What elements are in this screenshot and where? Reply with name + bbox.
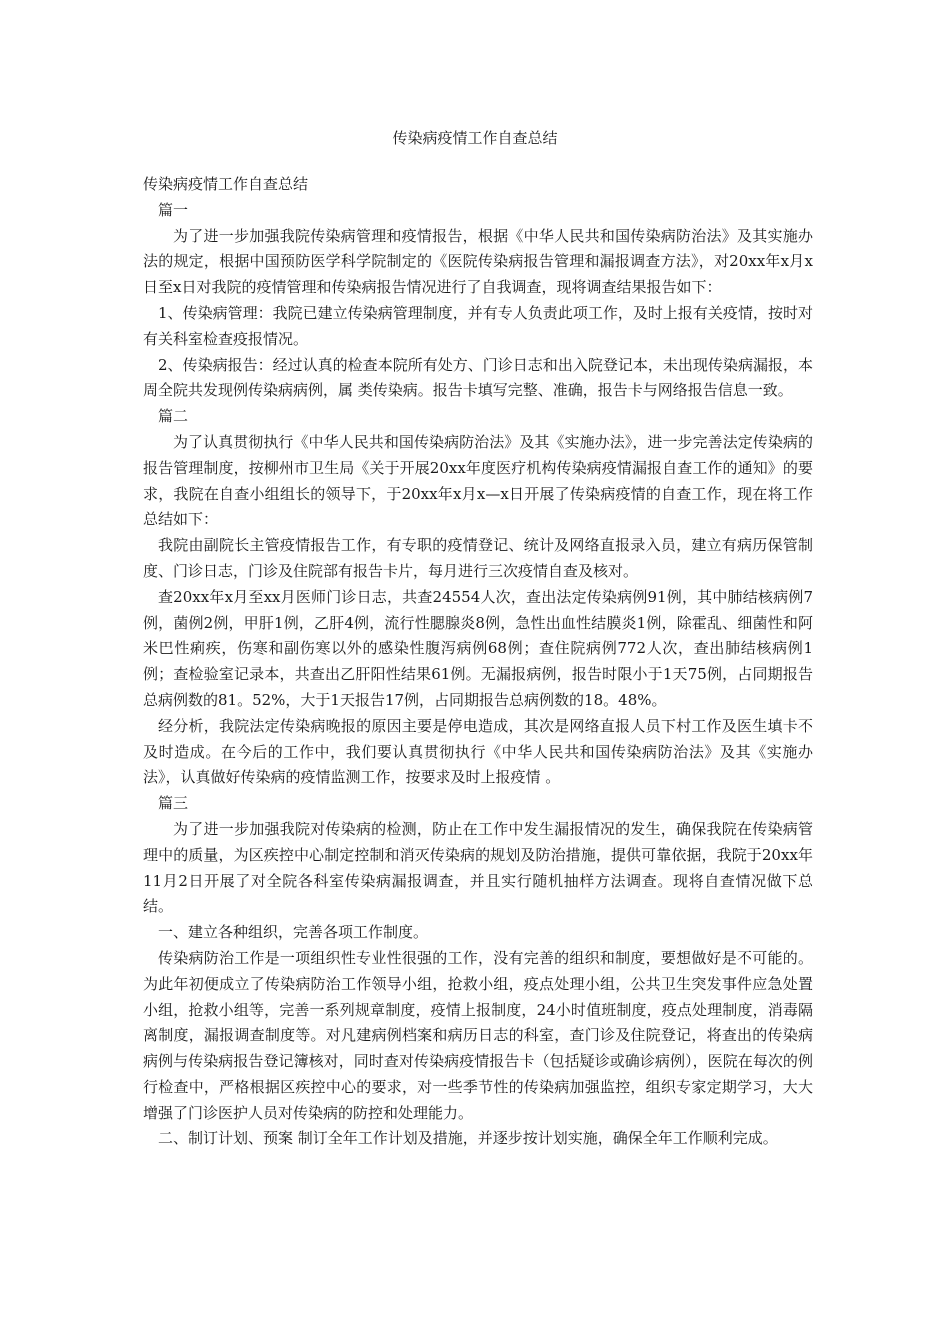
section-heading: 篇一: [158, 200, 189, 219]
paragraph: 经分析，我院法定传染病晚报的原因主要是停电造成，其次是网络直报人员下村工作及医生填卡不及时造成。在今后的工作中，我们要认真贯彻执行《中华人民共和国传染病防治法》及其《实施办法》，认真做好传染病的疫情监测工作，按要求及时上报疫情 。: [143, 716, 813, 787]
paragraph: 传染病防治工作是一项组织性专业性很强的工作，没有完善的组织和制度，要想做好是不可能的。为此年初便成立了传染病防治工作领导小组，抢救小组，疫点处理小组，公共卫生突发事件应急处置小组，抢救小组等，完善一系列规章制度，疫情上报制度，24小时值班制度，疫点处理制度，消毒隔离制度，漏报调查制度等。对凡建病例档案和病历日志的科室，查门诊及住院登记，将查出的传染病病例与传染病报告登记簿核对，同时查对传染病疫情报告卡（包括疑诊或确诊病例），医院在每次的例行检查中，严格根据区疾控中心的要求，对一些季节性的传染病加强监控，组织专家定期学习，大大增强了门诊医护人员对传染病的防控和处理能力。: [143, 948, 813, 1122]
paragraph: 为了进一步加强我院对传染病的检测，防止在工作中发生漏报情况的发生，确保我院在传染病管理中的质量，为区疾控中心制定控制和消灭传染病的规划及防治措施，提供可靠依据，我院于20xx年11月2日开展了对全院各科室传染病漏报调查，并且实行随机抽样方法调查。现将自查情况做下总结。: [143, 819, 813, 916]
paragraph: 查20xx年x月至xx月医师门诊日志，共查24554人次，查出法定传染病例91例，其中肺结核病例7例，菌例2例，甲肝1例，乙肝4例，流行性腮腺炎8例，急性出血性结膜炎1例，除霍乱、细菌性和阿米巴性痢疾，伤寒和副伤寒以外的感染性腹泻病例68例；查住院病例772人次，查出肺结核病例1例；查检验室记录本，共查出乙肝阳性结果61例。无漏报病例，报告时限小于1天75例，占同期报告总病例数的81。52%，大于1天报告17例，占同期报告总病例数的18。48%。: [143, 587, 813, 709]
paragraph: 为了认真贯彻执行《中华人民共和国传染病防治法》及其《实施办法》，进一步完善法定传染病的报告管理制度，按柳州市卫生局《关于开展20xx年度医疗机构传染病疫情漏报自查工作的通知》的要求，我院在自查小组组长的领导下，于20xx年x月x—x日开展了传染病疫情的自查工作，现在将工作总结如下：: [143, 432, 813, 529]
paragraph: 2、传染病报告：经过认真的检查本院所有处方、门诊日志和出入院登记本，未出现传染病漏报，本周全院共发现例传染病病例，属 类传染病。报告卡填写完整、准确，报告卡与网络报告信息一致。: [143, 355, 813, 400]
section-heading: 篇三: [158, 794, 189, 813]
subheading: 一、建立各种组织，完善各项工作制度。: [158, 923, 429, 942]
paragraph: 我院由副院长主管疫情报告工作，有专职的疫情登记、统计及网络直报录入员，建立有病历保管制度、门诊日志，门诊及住院部有报告卡片，每月进行三次疫情自查及核对。: [143, 536, 813, 580]
document-body: [143, 172, 813, 1152]
paragraph: 二、制订计划、预案 制订全年工作计划及措施，并逐步按计划实施，确保全年工作顺利完成。: [158, 1129, 778, 1148]
paragraph: 1、传染病管理：我院已建立传染病管理制度，并有专人负责此项工作，及时上报有关疫情，按时对有关科室检查疫报情况。: [143, 303, 813, 348]
document-title: 传染病疫情工作自查总结: [392, 129, 558, 147]
section-heading: 篇二: [158, 407, 189, 426]
paragraph: 为了进一步加强我院传染病管理和疫情报告，根据《中华人民共和国传染病防治法》及其实施办法的规定，根据中国预防医学科学院制定的《医院传染病报告管理和漏报调查方法》，对20xx年x月x日至x日对我院的疫情管理和传染病报告情况进行了自我调查，现将调查结果报告如下：: [143, 226, 813, 297]
document-subtitle: 传染病疫情工作自查总结: [143, 175, 309, 193]
